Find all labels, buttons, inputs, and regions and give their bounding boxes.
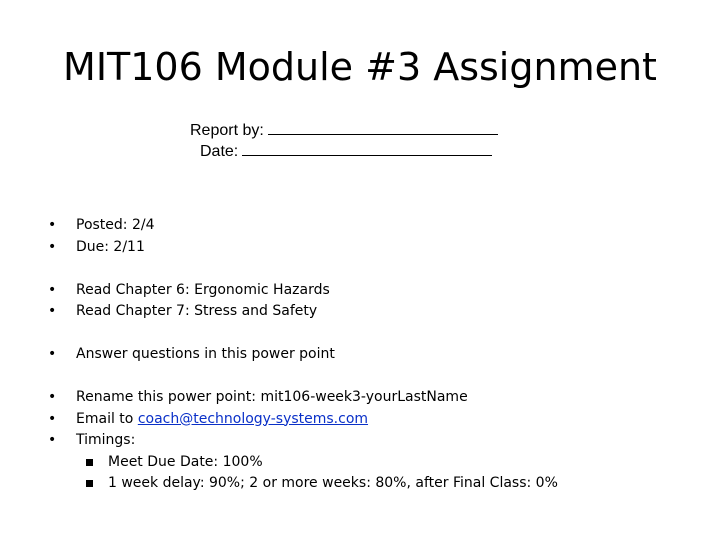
list-item-due [48,237,708,259]
spacer [48,323,708,345]
report-by-blank [268,120,498,135]
bullet-icon: • [48,346,57,362]
bullet-icon: • [48,410,57,427]
date-blank [242,141,492,156]
list-item-answer [48,344,708,366]
bullet-icon: • [48,303,57,319]
bullet-list [48,215,708,495]
square-bullet-icon [86,459,93,466]
list-item-text: Timings: [76,432,136,448]
bullet-icon: • [48,281,57,298]
list-item-rename [48,387,708,409]
list-item-timings [48,430,708,452]
bullet-icon: • [48,238,57,255]
spacer [48,258,708,280]
list-item-text: Read Chapter 6: Ergonomic Hazards [76,281,330,298]
date-label: Date: [200,143,239,160]
report-by-label: Report by: [190,122,264,139]
list-item-text: Rename this power point: mit106-week3-yourLastName [76,389,468,405]
list-item-posted [48,215,708,237]
spacer [48,366,708,388]
report-by-line [190,120,498,141]
bullet-icon: • [48,432,57,448]
bullet-icon: • [48,217,57,233]
list-item-text: Read Chapter 7: Stress and Safety [76,303,318,319]
email-prefix: Email to [76,410,134,427]
date-line [190,141,498,162]
list-item-text: Due: 2/11 [76,238,145,255]
list-item-text: Answer questions in this power point [76,346,335,362]
report-block [190,120,498,162]
list-item-email [48,409,708,431]
sub-item-meet-due-date [48,452,708,474]
list-item-text: Posted: 2/4 [76,217,155,233]
sub-item-text: Meet Due Date: 100% [108,453,263,470]
sub-item-delay [48,473,708,495]
list-item-read-ch7 [48,301,708,323]
email-link[interactable]: coach@technology-systems.com [137,410,369,427]
bullet-icon: • [48,389,57,405]
square-bullet-icon [86,480,93,487]
list-item-read-ch6 [48,280,708,302]
sub-item-text: 1 week delay: 90%; 2 or more weeks: 80%, after Final Class: 0% [108,475,558,491]
slide-title: MIT106 Module #3 Assignment [63,45,657,89]
